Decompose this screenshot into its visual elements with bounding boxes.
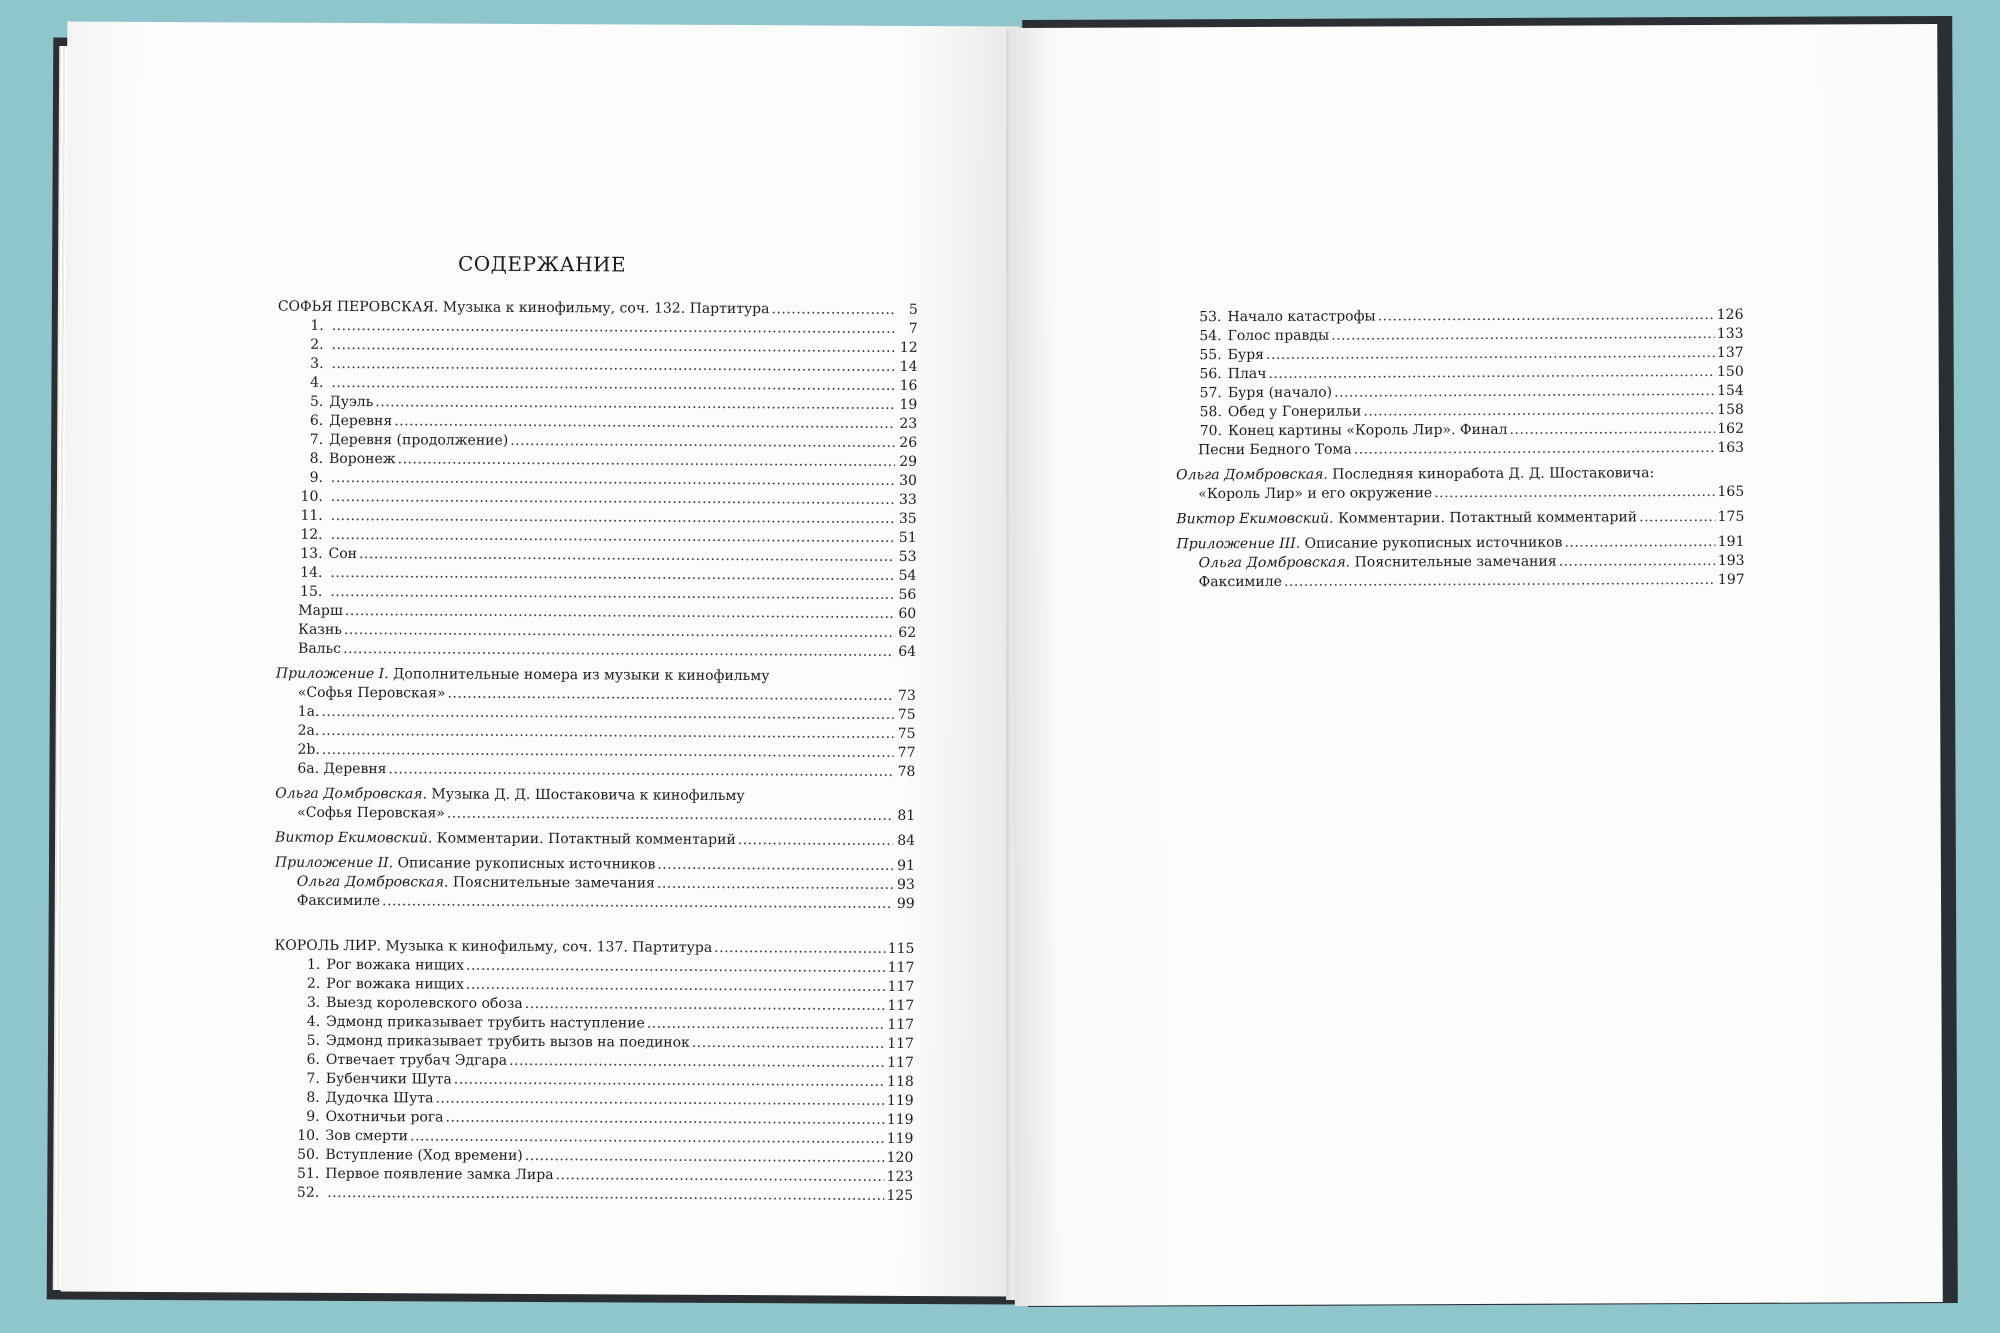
toc-page-number: 115 [887, 940, 915, 957]
toc-page-number: 78 [897, 763, 916, 780]
toc-page-number: 81 [897, 807, 916, 824]
toc-entry-title [1198, 402, 1361, 422]
toc-entry-text: Вальс [298, 640, 342, 657]
toc-entry-title [1176, 508, 1637, 529]
toc-entry-number: 3. [310, 355, 324, 372]
toc-entry-title [275, 785, 744, 806]
toc-entry-title [299, 393, 373, 412]
toc-entry-title [299, 431, 508, 451]
toc-page-number: 19 [899, 396, 918, 413]
toc-entry-text: «Король Лир» и его окружение [1198, 485, 1433, 503]
toc-page-number: 117 [887, 1035, 915, 1052]
toc-page-number: 29 [899, 453, 918, 470]
toc-page-number: 77 [897, 744, 916, 761]
toc-entry-author: Ольга Домбровская. [1176, 466, 1328, 484]
toc-entry-author: Приложение III. [1176, 535, 1301, 553]
toc-page-number: 56 [898, 586, 917, 603]
toc-page-number: 120 [886, 1149, 914, 1166]
toc-entry-title [278, 298, 770, 320]
toc-page-number: 117 [887, 1016, 915, 1033]
toc-leader-dots [1354, 439, 1716, 460]
toc-page-number: 137 [1716, 344, 1744, 361]
toc-leader-dots [410, 1127, 885, 1148]
toc-page-number: 162 [1717, 420, 1745, 437]
toc-entry-author: Ольга Домбровская. [296, 873, 449, 891]
toc-entry-text: Песни Бедного Тома [1198, 441, 1352, 459]
toc-entry-title [298, 583, 328, 602]
toc-leader-dots [647, 1015, 886, 1035]
toc-leader-dots [1331, 325, 1715, 346]
toc-leader-dots [445, 1109, 884, 1130]
toc-leader-dots [771, 300, 895, 320]
toc-page-number: 62 [898, 624, 917, 641]
toc-entry-number: 6. [309, 412, 324, 429]
toc-leader-dots [509, 1052, 885, 1073]
toc-entry-text: Буря (начало) [1227, 384, 1333, 402]
toc-entry-text: Деревня [329, 412, 393, 430]
toc-entry-text: Факсимиле [296, 892, 381, 910]
toc-entry-text: Марш [298, 602, 343, 619]
toc-entry-title [1176, 464, 1654, 485]
toc-entry-title [298, 640, 341, 659]
toc-entry-title [296, 1070, 452, 1090]
toc-entry-title [296, 1108, 444, 1128]
toc-entry-number: 55. [1199, 347, 1222, 364]
toc-page-number: 35 [898, 510, 917, 527]
toc-page-number: 54 [898, 567, 917, 584]
toc-page-number: 117 [887, 978, 915, 995]
toc-entry [273, 1184, 913, 1206]
toc-entry-title [298, 602, 343, 621]
toc-entry-title [295, 1127, 408, 1147]
toc-leader-dots [466, 957, 886, 978]
toc-entry-number: 13. [300, 545, 323, 562]
toc-entry-title [296, 1013, 645, 1034]
toc-entry-title [275, 854, 656, 875]
toc-leader-dots [466, 976, 886, 997]
toc-entry-title [295, 1184, 325, 1203]
toc-entry-number: 4. [310, 374, 324, 391]
toc-entry-title [300, 336, 330, 355]
toc-entry [1176, 464, 1744, 485]
toc-entry-text: Деревня (продолжение) [329, 431, 509, 449]
toc-entry-number: 70. [1199, 423, 1223, 440]
toc-entry-text: КОРОЛЬ ЛИР. Музыка к кинофильму, соч. 137. Партитура [274, 937, 713, 956]
toc-leader-dots [327, 1184, 884, 1206]
toc-entry-number: 1. [306, 956, 321, 973]
toc-entry-text: Рог вожака нищих [326, 956, 465, 974]
toc-leader-dots [398, 450, 895, 472]
toc-entry-text: Пояснительные замечания [448, 874, 655, 892]
toc-entry-number: 2. [306, 975, 321, 992]
toc-leader-dots [1266, 344, 1715, 365]
toc-entry-text: Охотничьи рога [325, 1108, 444, 1126]
toc-entry-text: Пояснительные замечания [1350, 553, 1557, 571]
toc-leader-dots [382, 892, 893, 914]
toc-leader-dots [657, 875, 893, 895]
toc-entry-title [1198, 346, 1264, 365]
toc-entry [275, 804, 915, 826]
toc-page-number: 53 [898, 548, 917, 565]
toc-entry [1176, 325, 1744, 346]
toc-entry [1176, 401, 1744, 422]
toc-entry-title [296, 1032, 690, 1053]
toc-entry-number: 14. [300, 564, 323, 581]
toc-entry-text: Вступление (Ход времени) [325, 1146, 523, 1164]
toc-entry-title [296, 1089, 434, 1109]
toc-entry-title [299, 355, 329, 374]
toc-entry-text: Дополнительные номера из музыки к кинофильму [388, 666, 770, 685]
toc-page-number: 175 [1717, 508, 1745, 525]
toc-entry [1176, 382, 1744, 403]
toc-entry-number: 5. [309, 393, 324, 410]
toc-page-number: 117 [887, 997, 915, 1014]
toc-entry-title [298, 722, 320, 741]
toc-entry-title [298, 703, 320, 722]
toc-page-number: 165 [1717, 483, 1745, 500]
toc-entry-title [276, 665, 770, 687]
toc-entry [1177, 552, 1745, 573]
toc-leader-dots [343, 640, 894, 662]
toc-entry [1176, 508, 1744, 529]
toc-entry-text: «Софья Перовская» [297, 804, 445, 822]
toc-entry-text: Буря [1227, 346, 1265, 364]
toc-entry-title [1197, 307, 1375, 327]
toc-entry-text: Выезд королевского обоза [326, 994, 523, 1012]
toc-entry-text: Казнь [298, 621, 342, 638]
toc-entry [277, 374, 917, 396]
toc-entry-number: 4. [306, 1013, 321, 1030]
toc-entry-text: Первое появление замка Лира [325, 1165, 554, 1184]
toc-entry-number: 8. [309, 450, 324, 467]
toc-entry-number: 2. [310, 336, 324, 353]
toc-entry-title [297, 873, 655, 894]
toc-page-number: 197 [1717, 571, 1745, 588]
toc-entry-title [297, 760, 386, 779]
toc-page-number: 93 [896, 876, 915, 893]
toc-entry-text: Обед у Гонерильи [1227, 403, 1362, 421]
toc-entry-title [300, 317, 330, 336]
toc-entry-text: Последняя киноработа Д. Д. Шостаковича: [1327, 465, 1655, 483]
toc-page-number: 84 [897, 832, 916, 849]
toc-entry-text: Факсимиле [1198, 573, 1282, 591]
toc-entry-text: Дудочка Шута [325, 1089, 434, 1107]
toc-page-number: 51 [898, 529, 917, 546]
toc-page-number: 60 [898, 605, 917, 622]
toc-leader-dots [447, 685, 893, 706]
toc-entry-title [275, 829, 736, 850]
toc-page-number: 191 [1717, 533, 1745, 550]
toc-page-number: 75 [897, 725, 916, 742]
toc-entry [275, 829, 915, 851]
toc-entry-text: Плач [1227, 365, 1267, 383]
toc-entry-author: Ольга Домбровская. [275, 785, 427, 803]
toc-entry [1176, 483, 1744, 504]
toc-leader-dots [447, 805, 893, 826]
toc-leader-dots [525, 995, 886, 1016]
toc-page-number: 150 [1716, 363, 1744, 380]
toc-entry-title [298, 684, 446, 704]
toc-entry [276, 640, 916, 662]
toc-entry-text: СОФЬЯ ПЕРОВСКАЯ. Музыка к кинофильму, соч. 132. Партитура [277, 298, 770, 318]
toc-entry-number: 58. [1199, 404, 1222, 421]
toc-leader-dots [388, 760, 893, 782]
toc-entry-title [299, 526, 329, 545]
toc-page-number: 119 [886, 1092, 914, 1109]
toc-entry [1175, 306, 1743, 327]
toc-entry-title [274, 937, 712, 958]
toc-leader-dots [1363, 401, 1715, 422]
toc-page-number: 14 [899, 358, 918, 375]
toc-leader-dots [771, 680, 893, 681]
toc-page-number: 99 [896, 895, 915, 912]
toc-entry-title [299, 488, 329, 507]
toc-leader-dots [1559, 552, 1716, 572]
toc-page-number: 125 [886, 1187, 914, 1204]
toc-leader-dots [556, 1166, 885, 1187]
toc-page-number: 158 [1717, 401, 1744, 418]
toc-entry-title [297, 741, 319, 760]
toc-entry-number: 53. [1199, 309, 1222, 326]
toc-page-number: 123 [886, 1168, 914, 1185]
toc-page-number: 119 [886, 1130, 914, 1147]
toc-page-number: 91 [897, 857, 915, 874]
toc-entry [1176, 344, 1744, 365]
toc-leader-dots [747, 800, 894, 801]
toc-entry-title [299, 469, 329, 488]
toc-entry-title [299, 507, 329, 526]
toc-entry-number: 8. [306, 1089, 320, 1106]
right-page [1009, 24, 1943, 1306]
toc-entry-number: 56. [1199, 366, 1222, 383]
toc-leader-dots [1268, 363, 1715, 384]
toc-entry-title [1198, 327, 1330, 347]
toc-entry-title [298, 564, 328, 583]
toc-entry-number: 9. [309, 469, 323, 486]
toc-entry-text: Начало катастрофы [1227, 308, 1376, 326]
toc-entry-text: Музыка Д. Д. Шостаковича к кинофильму [426, 786, 745, 805]
toc-entry [1176, 439, 1744, 460]
toc-entry-number: 7. [306, 1070, 320, 1087]
toc-entry-title [295, 1165, 553, 1185]
toc-leader-dots [1378, 306, 1715, 326]
toc-leader-dots [1434, 483, 1715, 503]
toc-entry-title [1198, 365, 1267, 384]
toc-entry-text: Комментарии. Потактный комментарий [1333, 509, 1638, 527]
toc-entry-title [296, 1051, 507, 1071]
toc-entry-text: Рог вожака нищих [326, 975, 464, 993]
toc-entry-number: 52. [296, 1184, 320, 1201]
toc-entry-title [1198, 384, 1332, 404]
toc-entry-title [299, 450, 396, 470]
toc-leader-dots [714, 939, 886, 959]
toc-leader-dots [1509, 420, 1715, 440]
toc-entry-text: 6a. Деревня [297, 760, 387, 778]
toc-entry-title [295, 1146, 522, 1166]
toc-page-number: 133 [1716, 325, 1744, 342]
toc-page-number: 193 [1717, 552, 1745, 569]
toc-entry-text: 1a. [297, 703, 320, 720]
toc-leader-dots [1284, 571, 1716, 592]
toc-page-number: 12 [899, 339, 918, 356]
toc-entry-title [299, 374, 329, 393]
toc-entry-author: Приложение I. [275, 665, 389, 683]
toc-entry-text: Эдмонд приказывает трубить наступление [326, 1013, 645, 1032]
toc-page-number: 163 [1717, 439, 1745, 456]
toc-entry-text: 2a. [297, 722, 320, 739]
toc-entry-text: «Софья Перовская» [297, 684, 446, 702]
toc-entry [275, 760, 915, 782]
toc-entry-title [298, 621, 342, 640]
toc-entry-text: Дуэль [329, 393, 374, 411]
toc-leader-dots [1564, 533, 1715, 553]
toc-entry-number: 51. [296, 1165, 320, 1182]
toc-entry-text: Конец картины «Король Лир». Финал [1227, 421, 1508, 440]
toc-leader-dots [692, 1034, 886, 1054]
toc-entry-text: 2b. [297, 741, 320, 758]
toc-entry-title [296, 975, 464, 995]
toc-entry [1176, 420, 1744, 441]
toc-entry-number: 57. [1199, 385, 1222, 402]
toc-entry-number: 10. [300, 488, 323, 505]
toc-page-number: 33 [898, 491, 917, 508]
toc-entry-title [297, 804, 445, 824]
toc-page-number: 117 [887, 1054, 914, 1071]
toc-entry-number: 54. [1199, 328, 1222, 345]
toc-leader-dots [454, 1071, 885, 1092]
toc-page-number: 26 [899, 434, 918, 451]
toc-entry-number: 5. [306, 1032, 321, 1049]
toc-entry-text: Описание рукописных источников [393, 855, 656, 873]
toc-entry-text: Описание рукописных источников [1300, 534, 1563, 552]
toc-page-number: 64 [898, 643, 917, 660]
toc-page-number: 7 [908, 320, 918, 337]
toc-entry-title [1198, 421, 1508, 441]
toc-entry-text: Эдмонд приказывает трубить вызов на поединок [325, 1032, 690, 1051]
toc-entry-author: Виктор Екимовский. [1176, 510, 1334, 528]
toc-entry-title [1199, 553, 1557, 574]
toc-entry-author: Ольга Домбровская. [1198, 554, 1351, 572]
toc-page-number: 154 [1717, 382, 1744, 399]
toc-entry-text: Бубенчики Шута [325, 1070, 452, 1088]
toc-entry [1176, 363, 1744, 384]
toc-entry-number: 9. [306, 1108, 320, 1125]
toc-entry-number: 6. [306, 1051, 320, 1068]
toc-page-number: 16 [899, 377, 918, 394]
toc-leader-dots [525, 1147, 885, 1168]
toc-entry-title [1198, 441, 1352, 461]
toc-page-number: 5 [908, 301, 918, 318]
toc-entry-title [298, 545, 357, 564]
toc-entry-text: Комментарии. Потактный комментарий [432, 830, 736, 849]
toc-entry-title [299, 412, 392, 431]
toc-entry-title [1199, 573, 1282, 592]
toc-entry-number: 1. [310, 317, 324, 334]
toc-entry-title [297, 892, 380, 911]
toc-entry-number: 7. [309, 431, 324, 448]
toc-entry [1177, 571, 1745, 592]
toc-page-number: 23 [899, 415, 918, 432]
toc-entry-number: 12. [300, 526, 323, 543]
toc-entry-number: 50. [297, 1146, 320, 1163]
toc-entry-title [296, 994, 523, 1014]
toc-page-number: 73 [897, 687, 916, 704]
toc-entry-number: 3. [306, 994, 321, 1011]
toc-page-number: 126 [1716, 306, 1744, 323]
toc-entry-number: 15. [300, 583, 323, 600]
toc-leader-dots [738, 831, 893, 851]
toc-list-left [273, 298, 918, 1206]
toc-entry [1176, 533, 1744, 554]
toc-leader-dots [1334, 382, 1715, 403]
toc-list-right [1175, 306, 1744, 592]
toc-page-number: 118 [887, 1073, 914, 1090]
toc-leader-dots [1639, 508, 1716, 527]
toc-leader-dots [657, 856, 893, 876]
toc-page-number: 117 [887, 959, 915, 976]
toc-leader-dots [435, 1089, 885, 1110]
toc-entry-title [296, 956, 464, 976]
toc-entry-text: Голос правды [1227, 327, 1330, 345]
toc-entry-author: Виктор Екимовский. [275, 829, 433, 847]
toc-entry-text: Отвечает трубач Эдгара [325, 1051, 508, 1069]
toc-entry-number: 10. [297, 1127, 320, 1144]
toc-leader-dots [510, 432, 895, 453]
toc-title: СОДЕРЖАНИЕ [457, 251, 627, 277]
toc-leader-dots [394, 412, 895, 434]
toc-entry [275, 892, 915, 914]
toc-entry-number: 11. [300, 507, 323, 524]
toc-page-number: 75 [897, 706, 916, 723]
toc-entry-text: Воронеж [329, 450, 396, 468]
toc-page-number: 30 [899, 472, 917, 489]
toc-entry-text: Сон [328, 545, 358, 563]
toc-entry-title [1176, 534, 1562, 555]
toc-entry-text: Зов смерти [325, 1127, 409, 1145]
toc-entry-title [1198, 484, 1432, 504]
toc-page-number: 119 [886, 1111, 914, 1128]
toc-entry-author: Приложение II. [274, 854, 394, 872]
left-page [61, 22, 1020, 1297]
